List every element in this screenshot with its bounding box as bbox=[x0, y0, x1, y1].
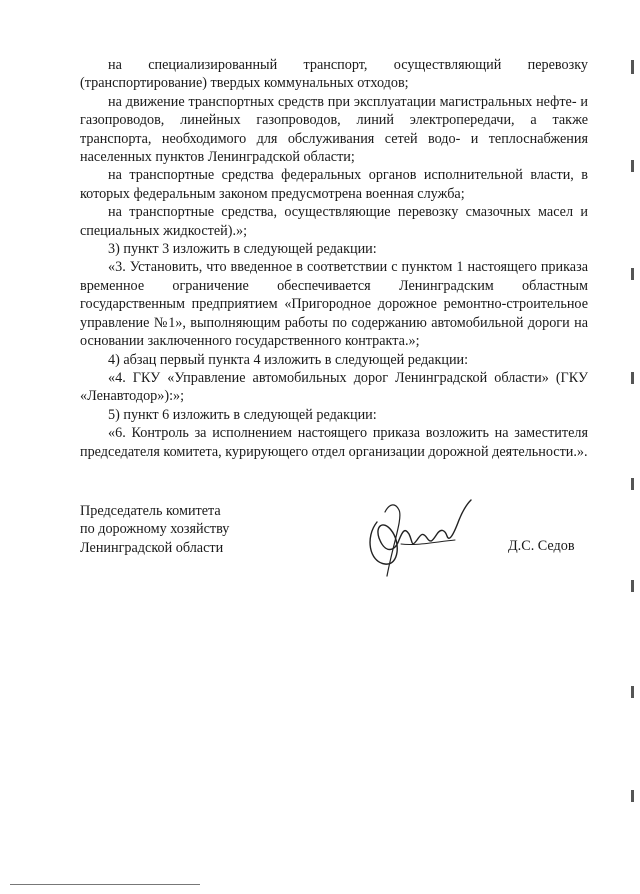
paragraph-lubricants: на транспортные средства, осуществляющие перевозку смазочных масел и специальных жидкостей).»; bbox=[80, 204, 588, 239]
scan-margin-mark bbox=[631, 60, 634, 74]
document-body bbox=[80, 56, 588, 461]
paragraph-federal-vehicles: на транспортные средства федеральных органов исполнительной власти, в которых федеральным законом предусмотрена военная служба; bbox=[80, 167, 588, 202]
handwritten-signature bbox=[355, 482, 475, 582]
signatory-position bbox=[80, 502, 229, 557]
signatory-position-line: по дорожному хозяйству bbox=[80, 521, 230, 538]
scan-margin-mark bbox=[631, 268, 634, 280]
paragraph-item-6-heading: 5) пункт 6 изложить в следующей редакции: bbox=[108, 406, 377, 423]
scan-margin-mark bbox=[631, 372, 634, 384]
paragraph-pipelines: на движение транспортных средств при эксплуатации магистральных нефте- и газопроводов, линейных газопроводов, линий электропередачи, а также транспорта, необходимого для обслуживания сетей водо- и теплоснабжения населенных пунктов Ленинградской области; bbox=[80, 93, 588, 166]
scan-margin-mark bbox=[631, 478, 634, 490]
paragraph-item-3-heading: 3) пункт 3 изложить в следующей редакции: bbox=[108, 241, 377, 258]
scan-margin-mark bbox=[631, 686, 634, 698]
scan-margin-mark bbox=[631, 580, 634, 592]
paragraph-item-3-text: «3. Установить, что введенное в соответствии с пунктом 1 настоящего приказа временное ограничение обеспечивается Ленинградским областным государственным предприятием «Пригородное дорожное ремонтно-строительное управление №1», выполняющим работы по содержанию автомобильной дороги на основании заключенного государственного контракта.»; bbox=[80, 259, 588, 350]
signatory-name: Д.С. Седов bbox=[508, 538, 575, 554]
footer-rule bbox=[10, 884, 200, 885]
paragraph-transport-waste: на специализированный транспорт, осуществляющий перевозку (транспортирование) твердых коммунальных отходов; bbox=[80, 57, 588, 92]
signatory-position-line: Председатель комитета bbox=[80, 503, 221, 519]
signatory-position-line: Ленинградской области bbox=[80, 539, 224, 556]
scan-margin-mark bbox=[631, 790, 634, 802]
scan-margin-mark bbox=[631, 160, 634, 172]
paragraph-item-4-text: «4. ГКУ «Управление автомобильных дорог Ленинградской области» (ГКУ «Ленавтодор»):»; bbox=[80, 369, 588, 405]
paragraph-item-6-text: «6. Контроль за исполнением настоящего приказа возложить на заместителя председателя комитета, курирующего отдел организации дорожной деятельности.». bbox=[80, 425, 588, 460]
paragraph-item-4-heading: 4) абзац первый пункта 4 изложить в следующей редакции: bbox=[108, 351, 469, 368]
